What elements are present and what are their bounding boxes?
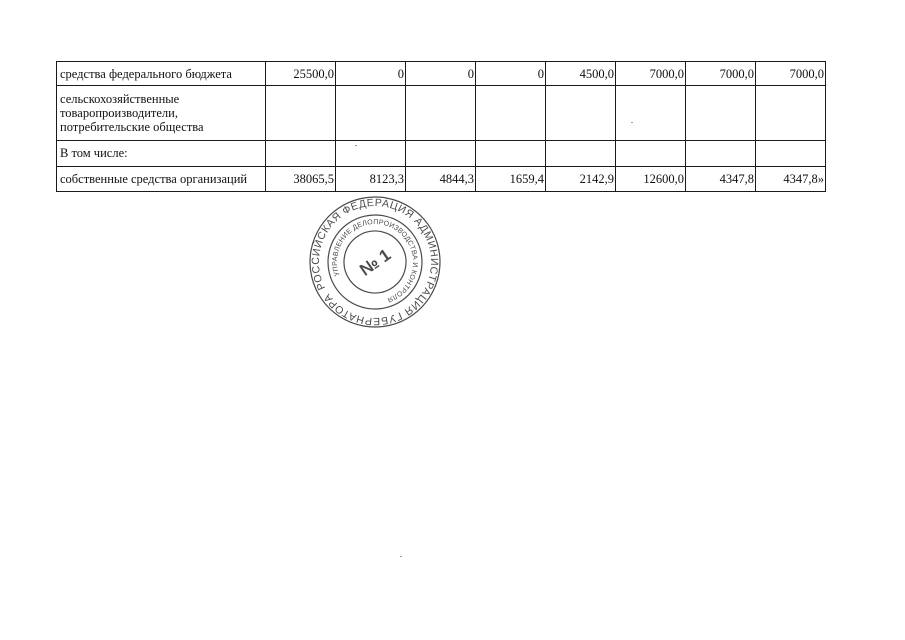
table-row [57, 62, 826, 86]
table-row [57, 86, 826, 141]
table-cell: 7000,0 [686, 62, 756, 86]
table-cell: 2142,9 [546, 167, 616, 192]
scan-speck [400, 556, 402, 557]
table-cell [266, 141, 336, 167]
table-cell: 7000,0 [616, 62, 686, 86]
table-cell: 12600,0 [616, 167, 686, 192]
table-cell [756, 86, 826, 141]
table-cell [406, 141, 476, 167]
table-cell [546, 141, 616, 167]
scan-speck [355, 145, 357, 146]
table-cell [336, 86, 406, 141]
table-cell: 4844,3 [406, 167, 476, 192]
table-cell: 7000,0 [756, 62, 826, 86]
row-label: собственные средства организаций [57, 167, 266, 192]
table-cell [686, 86, 756, 141]
table-cell [686, 141, 756, 167]
table-cell [266, 86, 336, 141]
table-cell: 0 [476, 62, 546, 86]
table-cell: 8123,3 [336, 167, 406, 192]
official-seal [304, 196, 446, 328]
seal-inner-text: УПРАВЛЕНИЕ ДЕЛОПРОИЗВОДСТВА И КОНТРОЛЯ [331, 218, 419, 303]
table-row [57, 141, 826, 167]
table-cell: 0 [406, 62, 476, 86]
table-cell [406, 86, 476, 141]
table-cell: 1659,4 [476, 167, 546, 192]
row-label: сельскохозяйственные товаропроизводители, потребительские общества [57, 86, 266, 141]
table-cell: 4347,8 [686, 167, 756, 192]
table-cell [616, 141, 686, 167]
table-cell [616, 86, 686, 141]
table-cell: 38065,5 [266, 167, 336, 192]
table-cell: 25500,0 [266, 62, 336, 86]
scan-speck [631, 122, 633, 123]
seal-number: № 1 [356, 245, 395, 280]
seal-outer-text: РОССИЙСКАЯ ФЕДЕРАЦИЯ АДМИНИСТРАЦИЯ ГУБЕРНАТОРА [309, 196, 441, 328]
budget-table [56, 61, 826, 192]
table-row [57, 167, 826, 192]
table-cell: 4347,8» [756, 167, 826, 192]
row-label: средства федерального бюджета [57, 62, 266, 86]
table-cell [336, 141, 406, 167]
table-cell: 4500,0 [546, 62, 616, 86]
row-label: В том числе: [57, 141, 266, 167]
table-cell [476, 86, 546, 141]
table-cell [476, 141, 546, 167]
table-cell: 0 [336, 62, 406, 86]
table-cell [546, 86, 616, 141]
table-cell [756, 141, 826, 167]
